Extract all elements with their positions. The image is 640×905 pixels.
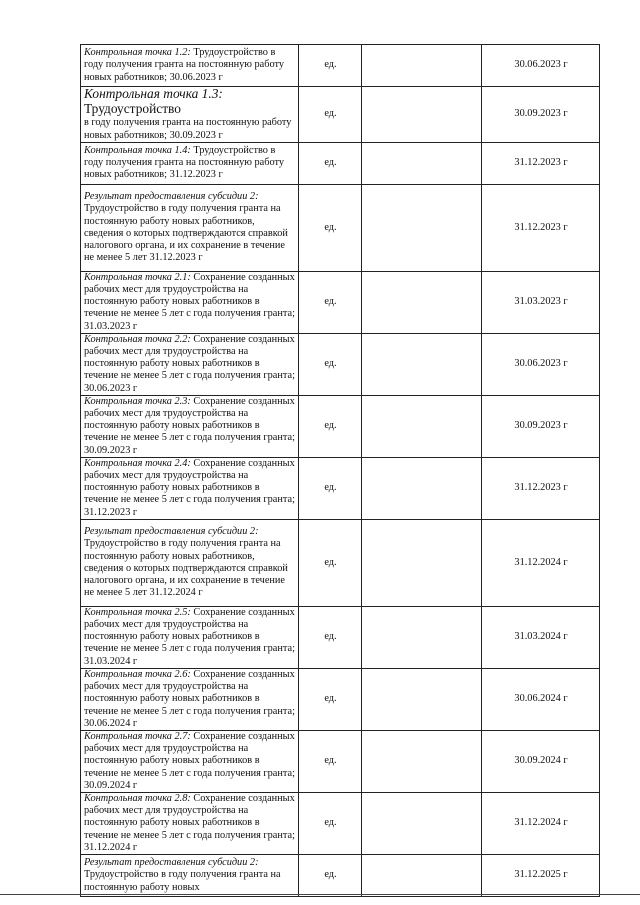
table-row: [81, 45, 600, 87]
indicator-cell: [81, 184, 299, 271]
date-cell: 31.12.2024 г: [482, 792, 600, 854]
indicator-cell: [81, 792, 299, 854]
table-row: [81, 333, 600, 395]
date-cell: 31.12.2023 г: [482, 142, 600, 184]
indicator-text: Сохранение созданных рабочих мест для трудоустройства на постоянную работу новых работников в течение не менее 5 лет с года получения гранта; 31.12.2024 г: [84, 792, 295, 853]
indicator-cell: [81, 457, 299, 519]
date-cell: 31.03.2023 г: [482, 271, 600, 333]
unit-cell: ед.: [299, 519, 362, 606]
date-cell: 30.06.2023 г: [482, 45, 600, 87]
value-cell: [362, 668, 482, 730]
table-row: [81, 519, 600, 606]
indicator-label: Контрольная точка 2.2:: [84, 333, 191, 345]
unit-cell: ед.: [299, 668, 362, 730]
indicator-cell: [81, 606, 299, 668]
indicator-text: Трудоустройство в году получения гранта на постоянную работу новых работников, сведения о которых подтверждаются справкой налогового органа, и их сохранение в течение не менее 5 лет 31.12.2023 г: [84, 203, 288, 264]
value-cell: [362, 730, 482, 792]
indicator-text: Сохранение созданных рабочих мест для трудоустройства на постоянную работу новых работников в течение не менее 5 лет с года получения гранта; 31.03.2024 г: [84, 606, 295, 667]
page-bottom-line: [0, 894, 640, 895]
indicator-cell: [81, 730, 299, 792]
date-cell: 31.03.2024 г: [482, 606, 600, 668]
date-cell: 30.06.2023 г: [482, 333, 600, 395]
indicator-label: Контрольная точка 2.8:: [84, 792, 191, 804]
unit-cell: ед.: [299, 606, 362, 668]
unit-cell: ед.: [299, 730, 362, 792]
indicator-text: Сохранение созданных рабочих мест для трудоустройства на постоянную работу новых работников в течение не менее 5 лет с года получения гранта; 30.09.2023 г: [84, 395, 295, 456]
table-row: [81, 792, 600, 854]
indicator-label: Контрольная точка 2.4:: [84, 457, 191, 469]
indicator-label: Контрольная точка 1.4:: [84, 145, 191, 156]
unit-cell: ед.: [299, 792, 362, 854]
indicator-text: Трудоустройство в году получения гранта на постоянную работу новых работников; 30.06.2023 г: [84, 47, 285, 83]
indicator-text: Сохранение созданных рабочих мест для трудоустройства на постоянную работу новых работников в течение не менее 5 лет с года получения гранта; 31.12.2023 г: [84, 457, 295, 518]
date-cell: 30.09.2024 г: [482, 730, 600, 792]
indicator-cell: [81, 271, 299, 333]
table-row: [81, 606, 600, 668]
indicator-label: Контрольная точка 1.3:: [84, 86, 223, 101]
table-row: [81, 142, 600, 184]
value-cell: [362, 606, 482, 668]
indicator-cell: [81, 87, 299, 143]
indicator-text: Сохранение созданных рабочих мест для трудоустройства на постоянную работу новых работников в течение не менее 5 лет с года получения гранта; 30.09.2024 г: [84, 730, 295, 791]
value-cell: [362, 457, 482, 519]
indicator-label: Контрольная точка 2.7:: [84, 730, 191, 742]
date-cell: 31.12.2023 г: [482, 184, 600, 271]
date-cell: 31.12.2024 г: [482, 519, 600, 606]
results-table: [80, 44, 600, 897]
indicator-cell: [81, 395, 299, 457]
indicator-label: Результат предоставления субсидии 2:: [84, 526, 259, 538]
table-row: [81, 87, 600, 143]
indicator-cell: [81, 45, 299, 87]
indicator-text: Сохранение созданных рабочих мест для трудоустройства на постоянную работу новых работников в течение не менее 5 лет с года получения гранта; 31.03.2023 г: [84, 271, 295, 332]
value-cell: [362, 184, 482, 271]
indicator-cell: [81, 142, 299, 184]
unit-cell: ед.: [299, 271, 362, 333]
indicator-text: Сохранение созданных рабочих мест для трудоустройства на постоянную работу новых работников в течение не менее 5 лет с года получения гранта; 30.06.2024 г: [84, 668, 295, 729]
unit-cell: ед.: [299, 333, 362, 395]
unit-cell: ед.: [299, 184, 362, 271]
date-cell: 30.06.2024 г: [482, 668, 600, 730]
unit-cell: ед.: [299, 457, 362, 519]
table-row: [81, 271, 600, 333]
value-cell: [362, 45, 482, 87]
table-row: [81, 457, 600, 519]
value-cell: [362, 395, 482, 457]
date-cell: 31.12.2023 г: [482, 457, 600, 519]
indicator-cell: [81, 668, 299, 730]
indicator-text: Сохранение созданных рабочих мест для трудоустройства на постоянную работу новых работников в течение не менее 5 лет с года получения гранта; 30.06.2023 г: [84, 333, 295, 394]
unit-cell: ед.: [299, 142, 362, 184]
table-row: [81, 668, 600, 730]
indicator-text: Трудоустройство в году получения гранта на постоянную работу новых: [84, 869, 281, 893]
unit-cell: ед.: [299, 45, 362, 87]
value-cell: [362, 271, 482, 333]
table-row: [81, 730, 600, 792]
indicator-label: Контрольная точка 2.1:: [84, 271, 191, 283]
indicator-label: Контрольная точка 2.3:: [84, 395, 191, 407]
indicator-label: Контрольная точка 2.5:: [84, 606, 191, 618]
indicator-label: Контрольная точка 2.6:: [84, 668, 191, 680]
unit-cell: ед.: [299, 854, 362, 896]
indicator-label: Результат предоставления субсидии 2:: [84, 191, 259, 203]
value-cell: [362, 87, 482, 143]
unit-cell: ед.: [299, 87, 362, 143]
date-cell: 30.09.2023 г: [482, 87, 600, 143]
unit-cell: ед.: [299, 395, 362, 457]
indicator-label: Результат предоставления субсидии 2:: [84, 857, 259, 869]
table-body: [81, 45, 600, 897]
indicator-cell: [81, 519, 299, 606]
indicator-text: Трудоустройство в году получения гранта на постоянную работу новых работников; 30.09.2023 г: [84, 101, 292, 141]
value-cell: [362, 142, 482, 184]
table-row: [81, 395, 600, 457]
table-row: [81, 854, 600, 896]
value-cell: [362, 519, 482, 606]
value-cell: [362, 333, 482, 395]
indicator-label: Контрольная точка 1.2:: [84, 47, 191, 59]
indicator-cell: [81, 854, 299, 896]
indicator-text: Трудоустройство в году получения гранта на постоянную работу новых работников, сведения о которых подтверждаются справкой налогового органа, и их сохранение в течение не менее 5 лет 31.12.2024 г: [84, 538, 288, 599]
indicator-cell: [81, 333, 299, 395]
value-cell: [362, 792, 482, 854]
value-cell: [362, 854, 482, 896]
date-cell: 30.09.2023 г: [482, 395, 600, 457]
table-row: [81, 184, 600, 271]
indicator-text: Трудоустройство в году получения гранта на постоянную работу новых работников; 31.12.2023 г: [84, 145, 285, 181]
date-cell: 31.12.2025 г: [482, 854, 600, 896]
